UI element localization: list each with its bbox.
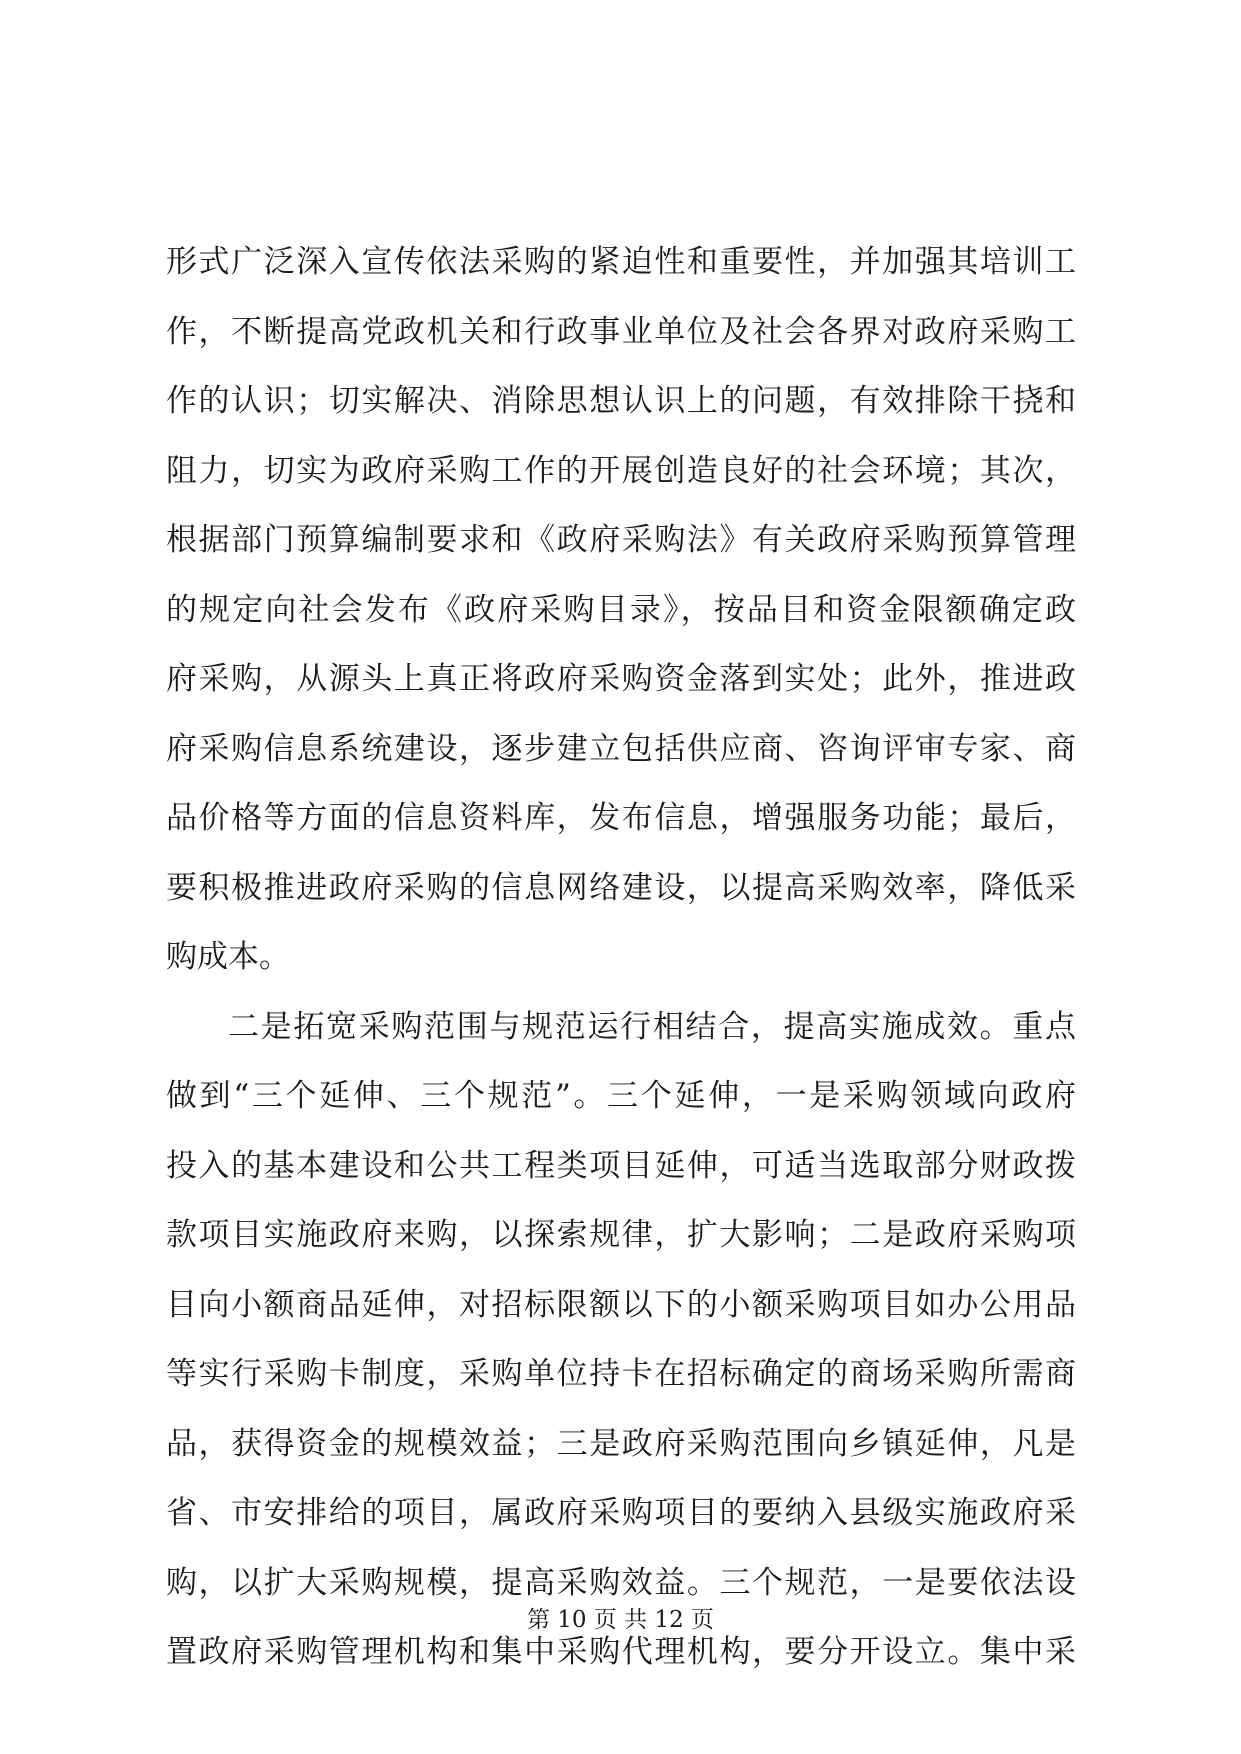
text-line: 置政府采购管理机构和集中采购代理机构，要分开设立。集中采 [166,1634,1076,1670]
text-line: 目向小额商品延伸，对招标限额以下的小额采购项目如办公用品 [166,1286,1076,1323]
text-line: 投入的基本建设和公共工程类项目延伸，可适当选取部分财政拨 [166,1147,1076,1184]
text-line: 阻力，切实为政府采购工作的开展创造良好的社会环境；其次， [166,452,1076,489]
text-line: 府采购，从源头上真正将政府采购资金落到实处；此外，推进政 [166,661,1076,697]
text-line: 根据部门预算编制要求和《政府采购法》有关政府采购预算管理 [166,522,1076,558]
text-line: 的规定向社会发布《政府采购目录》，按品目和资金限额确定政 [166,591,1076,628]
text-line: 做到“三个延伸、三个规范”。三个延伸，一是采购领域向政府 [166,1078,1076,1114]
text-line: 购成本。 [166,939,290,975]
page-number-footer: 第 10 页 共 12 页 [526,1607,715,1633]
text-line: 品，获得资金的规模效益；三是政府采购范围向乡镇延伸，凡是 [166,1425,1076,1462]
text-line: 品价格等方面的信息资料库，发布信息，增强服务功能；最后， [166,800,1076,836]
text-line: 府采购信息系统建设，逐步建立包括供应商、咨询评审专家、商 [166,730,1076,767]
text-line: 二是拓宽采购范围与规范运行相结合，提高实施成效。重点 [228,1008,1076,1045]
text-line: 形式广泛深入宣传依法采购的紧迫性和重要性，并加强其培训工 [166,244,1076,280]
text-line: 购，以扩大采购规模，提高采购效益。三个规范，一是要依法设 [166,1564,1076,1601]
text-line: 等实行采购卡制度，采购单位持卡在招标确定的商场采购所需商 [166,1356,1076,1392]
text-line: 作的认识；切实解决、消除思想认识上的问题，有效排除干挠和 [166,383,1076,419]
text-line: 款项目实施政府来购，以探索规律，扩大影响；二是政府采购项 [166,1217,1076,1253]
text-line: 作，不断提高党政机关和行政事业单位及社会各界对政府采购工 [166,313,1076,350]
paragraph-1 [166,228,1076,993]
text-line: 要积极推进政府采购的信息网络建设，以提高采购效率，降低采 [166,869,1076,906]
body-text [166,228,1076,1688]
paragraph-2 [166,993,1076,1688]
text-line: 省、市安排给的项目，属政府采购项目的要纳入县级实施政府采 [166,1495,1076,1531]
